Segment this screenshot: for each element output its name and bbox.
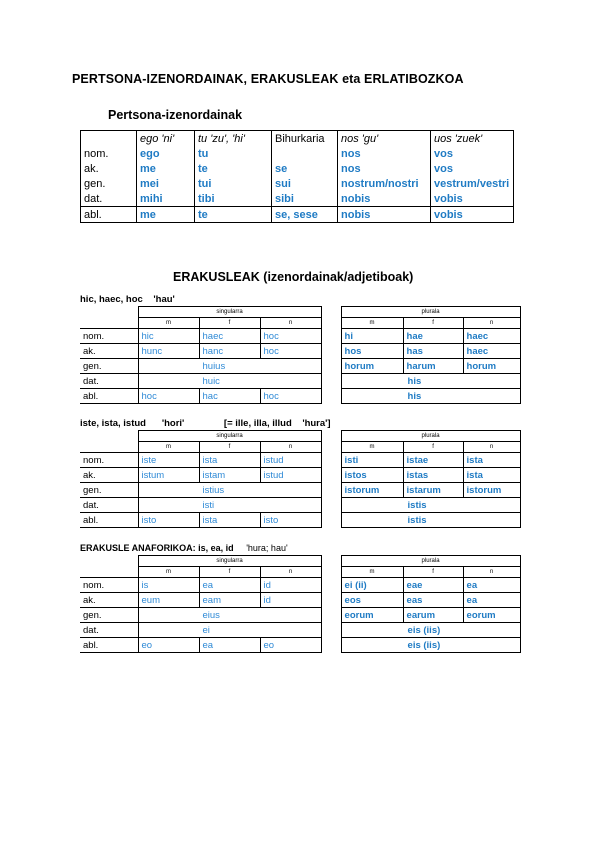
form-cell: ista xyxy=(199,453,260,468)
form-cell: hanc xyxy=(199,344,260,359)
form-cell: iste xyxy=(138,453,199,468)
form-cell: eo xyxy=(138,638,199,653)
table-row xyxy=(80,329,520,344)
form-cell: hoc xyxy=(260,329,321,344)
case-label: gen. xyxy=(80,359,138,374)
form-cell: istud xyxy=(260,468,321,483)
form-cell: hoc xyxy=(138,389,199,404)
header-row-number xyxy=(80,431,520,442)
case-label: gen. xyxy=(80,608,138,623)
singular-label: singularra xyxy=(138,431,321,442)
form-cell: ea xyxy=(199,638,260,653)
form-cell: his xyxy=(341,374,520,389)
form-cell: hunc xyxy=(138,344,199,359)
form-cell: istarum xyxy=(403,483,463,498)
table-row xyxy=(80,468,520,483)
gender-label: m xyxy=(341,567,403,578)
form-cell: haec xyxy=(199,329,260,344)
table-row xyxy=(80,453,520,468)
table-row xyxy=(80,498,520,513)
form-cell: hac xyxy=(199,389,260,404)
table-row: gen. mei tui sui nostrum/nostri vestrum/vestri xyxy=(81,176,514,191)
form-cell: huius xyxy=(138,359,321,374)
plural-label: plurala xyxy=(341,431,520,442)
gender-label: m xyxy=(138,442,199,453)
form-cell: eorum xyxy=(463,608,520,623)
case-label: ak. xyxy=(80,344,138,359)
case-label: dat. xyxy=(80,374,138,389)
table-row xyxy=(80,593,520,608)
form-cell: eam xyxy=(199,593,260,608)
table-row xyxy=(80,608,520,623)
form-cell: hic xyxy=(138,329,199,344)
gender-label: m xyxy=(341,442,403,453)
form-cell: eae xyxy=(403,578,463,593)
table-row xyxy=(80,578,520,593)
form-cell: hae xyxy=(403,329,463,344)
case-label: ak. xyxy=(80,593,138,608)
form-cell: isto xyxy=(260,513,321,528)
header-row-number xyxy=(80,556,520,567)
form-cell: hoc xyxy=(260,344,321,359)
case-label: abl. xyxy=(80,638,138,653)
form-cell: earum xyxy=(403,608,463,623)
form-cell: eorum xyxy=(341,608,403,623)
gender-label: n xyxy=(260,318,321,329)
form-cell: istos xyxy=(341,468,403,483)
gender-label: f xyxy=(403,567,463,578)
header-row-gender xyxy=(80,318,520,329)
table-row xyxy=(80,513,520,528)
section-title-personal-pronouns: Pertsona-izenordainak xyxy=(108,108,243,122)
case-label: nom. xyxy=(80,453,138,468)
form-cell: istae xyxy=(403,453,463,468)
form-cell: hos xyxy=(341,344,403,359)
table-row xyxy=(80,638,520,653)
header-row-gender xyxy=(80,442,520,453)
form-cell: eo xyxy=(260,638,321,653)
form-cell: has xyxy=(403,344,463,359)
form-cell: istam xyxy=(199,468,260,483)
form-cell: harum xyxy=(403,359,463,374)
form-cell: isto xyxy=(138,513,199,528)
form-cell: id xyxy=(260,578,321,593)
form-cell: eum xyxy=(138,593,199,608)
gender-label: f xyxy=(199,567,260,578)
form-cell: istud xyxy=(260,453,321,468)
form-cell: hoc xyxy=(260,389,321,404)
gender-label: n xyxy=(260,442,321,453)
gender-label: n xyxy=(463,567,520,578)
table-row xyxy=(80,344,520,359)
form-cell: ea xyxy=(199,578,260,593)
form-cell: ei xyxy=(138,623,321,638)
header-row-number xyxy=(80,307,520,318)
table-row xyxy=(80,389,520,404)
form-cell: istum xyxy=(138,468,199,483)
table-row xyxy=(80,359,520,374)
form-cell: isti xyxy=(341,453,403,468)
gender-label: m xyxy=(138,318,199,329)
singular-label: singularra xyxy=(138,307,321,318)
form-cell: istis xyxy=(341,513,520,528)
form-cell: id xyxy=(260,593,321,608)
form-cell: istorum xyxy=(341,483,403,498)
form-cell: hi xyxy=(341,329,403,344)
gender-label: n xyxy=(463,442,520,453)
plural-label: plurala xyxy=(341,307,520,318)
form-cell: huic xyxy=(138,374,321,389)
form-cell: isti xyxy=(138,498,321,513)
case-label: nom. xyxy=(80,578,138,593)
gender-label: f xyxy=(199,318,260,329)
case-label: ak. xyxy=(80,468,138,483)
form-cell: horum xyxy=(463,359,520,374)
form-cell: eas xyxy=(403,593,463,608)
form-cell: istas xyxy=(403,468,463,483)
form-cell: eis (iis) xyxy=(341,623,520,638)
header-row-gender xyxy=(80,567,520,578)
decl-title-iste: iste, ista, istud 'hori' [= ille, illa, illud 'hura'] xyxy=(80,418,331,429)
gender-label: m xyxy=(138,567,199,578)
form-cell: ista xyxy=(463,453,520,468)
form-cell: ea xyxy=(463,593,520,608)
table-row: nom. ego tu nos vos xyxy=(81,146,514,161)
gender-label: m xyxy=(341,318,403,329)
form-cell: eius xyxy=(138,608,321,623)
form-cell: ista xyxy=(199,513,260,528)
section-title-demonstratives: ERAKUSLEAK (izenordainak/adjetiboak) xyxy=(173,270,414,284)
gender-label: f xyxy=(403,318,463,329)
form-cell: ea xyxy=(463,578,520,593)
table-row xyxy=(80,374,520,389)
gender-label: f xyxy=(403,442,463,453)
form-cell: ei (ii) xyxy=(341,578,403,593)
form-cell: ista xyxy=(463,468,520,483)
decl-title-hic: hic, haec, hoc 'hau' xyxy=(80,294,175,305)
declension-table xyxy=(80,555,521,653)
form-cell: his xyxy=(341,389,520,404)
case-label: nom. xyxy=(80,329,138,344)
table-header-row: ego 'ni' tu 'zu', 'hi' Bihurkaria nos 'gu' uos 'zuek' xyxy=(81,131,514,147)
case-label: gen. xyxy=(80,483,138,498)
case-label: abl. xyxy=(80,513,138,528)
declension-table xyxy=(80,306,521,404)
gender-label: f xyxy=(199,442,260,453)
form-cell: istis xyxy=(341,498,520,513)
form-cell: horum xyxy=(341,359,403,374)
personal-pronouns-table xyxy=(80,130,514,223)
table-row: dat. mihi tibi sibi nobis vobis xyxy=(81,191,514,207)
table-row xyxy=(80,483,520,498)
form-cell: haec xyxy=(463,344,520,359)
table-row: ak. me te se nos vos xyxy=(81,161,514,176)
case-label: abl. xyxy=(80,389,138,404)
form-cell: eos xyxy=(341,593,403,608)
decl-title-is: ERAKUSLE ANAFORIKOA: is, ea, id 'hura; hau' xyxy=(80,543,288,553)
form-cell: haec xyxy=(463,329,520,344)
gender-label: n xyxy=(260,567,321,578)
gender-label: n xyxy=(463,318,520,329)
page-title: PERTSONA-IZENORDAINAK, ERAKUSLEAK eta ERLATIBOZKOA xyxy=(72,72,464,86)
case-label: dat. xyxy=(80,623,138,638)
form-cell: is xyxy=(138,578,199,593)
form-cell: eis (iis) xyxy=(341,638,520,653)
case-label: dat. xyxy=(80,498,138,513)
plural-label: plurala xyxy=(341,556,520,567)
form-cell: istorum xyxy=(463,483,520,498)
singular-label: singularra xyxy=(138,556,321,567)
table-row xyxy=(80,623,520,638)
form-cell: istius xyxy=(138,483,321,498)
table-row: abl. me te se, sese nobis vobis xyxy=(81,207,514,223)
declension-table xyxy=(80,430,521,528)
